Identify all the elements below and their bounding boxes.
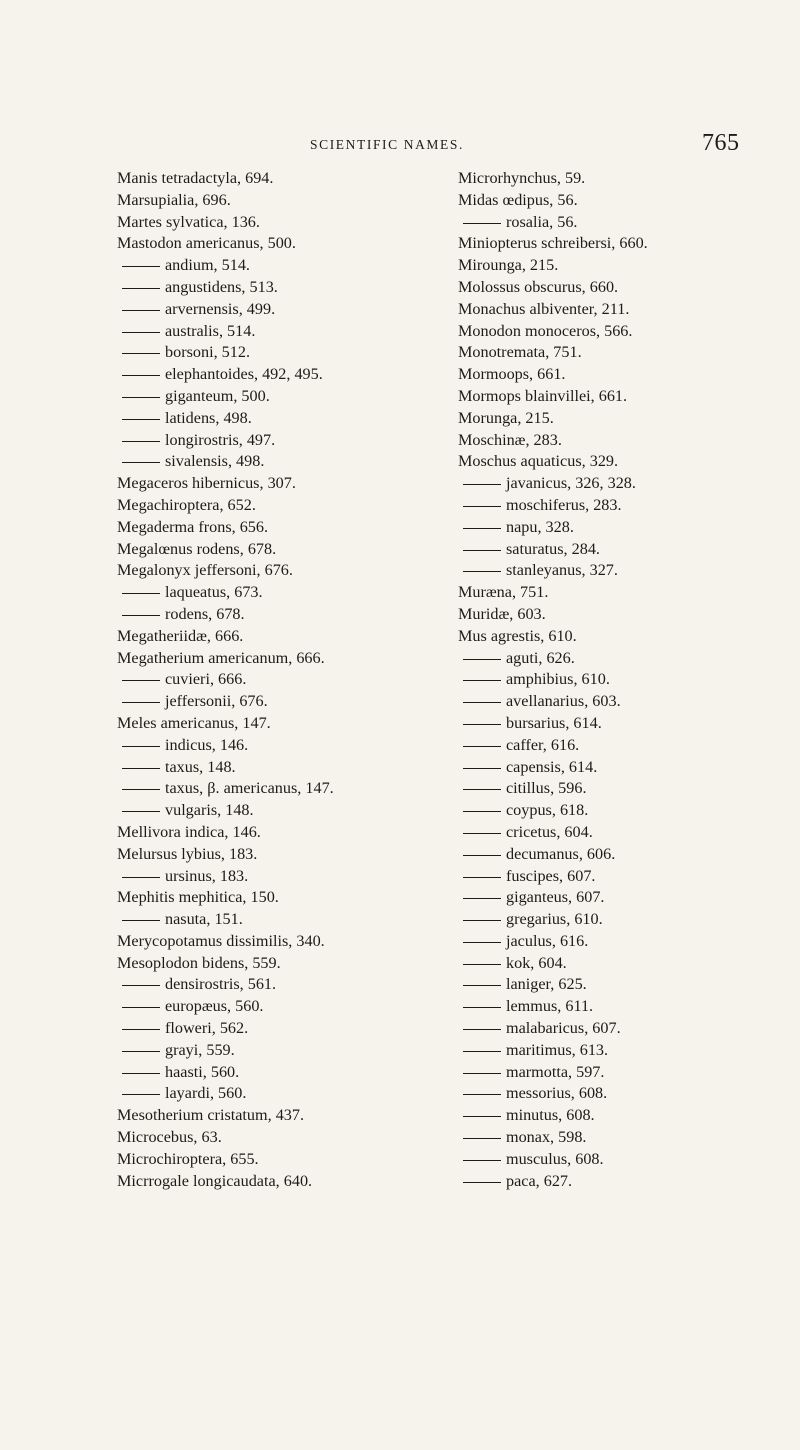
index-entry: Mellivora indica, 146. xyxy=(117,822,261,841)
index-subentry: rosalia, 56. xyxy=(458,212,758,234)
index-subentry: elephantoides, 492, 495. xyxy=(117,364,442,386)
index-entry: Martes sylvatica, 136. xyxy=(117,212,260,231)
index-subentry: jeffersonii, 676. xyxy=(117,691,442,713)
index-subentry: minutus, 608. xyxy=(458,1105,758,1127)
index-subentry: floweri, 562. xyxy=(117,1018,442,1040)
index-subentry: latidens, 498. xyxy=(117,408,442,430)
index-subentry: arvernensis, 499. xyxy=(117,299,442,321)
index-column-right xyxy=(458,168,758,1192)
index-subentry: javanicus, 326, 328. xyxy=(458,473,758,495)
index-subentry: nasuta, 151. xyxy=(117,909,442,931)
index-entry: Megalonyx jeffersoni, 676. xyxy=(117,561,293,580)
index-entry: Mirounga, 215. xyxy=(458,256,559,275)
index-entry: Megachiroptera, 652. xyxy=(117,495,256,514)
index-entry: Muridæ, 603. xyxy=(458,604,546,623)
index-entry: Moschus aquaticus, 329. xyxy=(458,452,619,471)
index-entry: Muræna, 751. xyxy=(458,583,549,602)
index-subentry: vulgaris, 148. xyxy=(117,800,442,822)
index-entry: Manis tetradactyla, 694. xyxy=(117,169,274,187)
index-subentry: aguti, 626. xyxy=(458,648,758,670)
index-entry: Monachus albiventer, 211. xyxy=(458,299,630,318)
index-subentry: moschiferus, 283. xyxy=(458,495,758,517)
index-subentry: haasti, 560. xyxy=(117,1062,442,1084)
index-subentry: musculus, 608. xyxy=(458,1149,758,1171)
index-subentry: gregarius, 610. xyxy=(458,909,758,931)
index-entry: Monotremata, 751. xyxy=(458,343,582,362)
index-subentry: andium, 514. xyxy=(117,255,442,277)
index-entry: Microrhynchus, 59. xyxy=(458,169,586,187)
index-subentry: maritimus, 613. xyxy=(458,1040,758,1062)
index-column-left xyxy=(117,168,442,1192)
index-subentry: monax, 598. xyxy=(458,1127,758,1149)
index-subentry: angustidens, 513. xyxy=(117,277,442,299)
index-entry: Micrrogale longicaudata, 640. xyxy=(117,1171,313,1190)
index-subentry: saturatus, 284. xyxy=(458,539,758,561)
index-subentry: laqueatus, 673. xyxy=(117,582,442,604)
index-subentry: cricetus, 604. xyxy=(458,822,758,844)
running-head: SCIENTIFIC NAMES. xyxy=(310,137,464,152)
index-entry: Megatherium americanum, 666. xyxy=(117,648,325,667)
index-subentry: sivalensis, 498. xyxy=(117,451,442,473)
index-entry: Mesoplodon bidens, 559. xyxy=(117,953,281,972)
index-subentry: coypus, 618. xyxy=(458,800,758,822)
index-entry: Morunga, 215. xyxy=(458,408,554,427)
index-subentry: indicus, 146. xyxy=(117,735,442,757)
index-entry: Mephitis mephitica, 150. xyxy=(117,888,279,907)
index-entry: Merycopotamus dissimilis, 340. xyxy=(117,931,325,950)
index-entry: Microchiroptera, 655. xyxy=(117,1149,259,1168)
index-subentry: giganteum, 500. xyxy=(117,386,442,408)
index-subentry: laniger, 625. xyxy=(458,974,758,996)
index-subentry: avellanarius, 603. xyxy=(458,691,758,713)
index-subentry: grayi, 559. xyxy=(117,1040,442,1062)
index-subentry: taxus, 148. xyxy=(117,757,442,779)
index-subentry: rodens, 678. xyxy=(117,604,442,626)
index-subentry: lemmus, 611. xyxy=(458,996,758,1018)
index-subentry: malabaricus, 607. xyxy=(458,1018,758,1040)
index-entry: Megatheriidæ, 666. xyxy=(117,626,244,645)
index-subentry: giganteus, 607. xyxy=(458,887,758,909)
index-subentry: australis, 514. xyxy=(117,321,442,343)
index-entry: Microcebus, 63. xyxy=(117,1128,222,1147)
index-entry: Mormops blainvillei, 661. xyxy=(458,386,628,405)
index-subentry: decumanus, 606. xyxy=(458,844,758,866)
index-entry: Marsupialia, 696. xyxy=(117,190,231,209)
index-subentry: fuscipes, 607. xyxy=(458,866,758,888)
index-subentry: napu, 328. xyxy=(458,517,758,539)
index-subentry: caffer, 616. xyxy=(458,735,758,757)
index-subentry: cuvieri, 666. xyxy=(117,669,442,691)
index-subentry: paca, 627. xyxy=(458,1171,758,1193)
index-subentry: layardi, 560. xyxy=(117,1083,442,1105)
index-subentry: amphibius, 610. xyxy=(458,669,758,691)
index-subentry: kok, 604. xyxy=(458,953,758,975)
index-subentry: densirostris, 561. xyxy=(117,974,442,996)
index-entry: Mormoops, 661. xyxy=(458,365,566,384)
index-subentry: citillus, 596. xyxy=(458,778,758,800)
index-subentry: messorius, 608. xyxy=(458,1083,758,1105)
index-subentry: longirostris, 497. xyxy=(117,430,442,452)
index-subentry: borsoni, 512. xyxy=(117,342,442,364)
index-entry: Mastodon americanus, 500. xyxy=(117,234,296,253)
index-subentry: capensis, 614. xyxy=(458,757,758,779)
index-subentry: marmotta, 597. xyxy=(458,1062,758,1084)
page-number: 765 xyxy=(702,130,740,156)
index-entry: Monodon monoceros, 566. xyxy=(458,321,633,340)
index-subentry: jaculus, 616. xyxy=(458,931,758,953)
index-entry: Mus agrestis, 610. xyxy=(458,626,577,645)
index-subentry: bursarius, 614. xyxy=(458,713,758,735)
index-entry: Megalœnus rodens, 678. xyxy=(117,539,277,558)
index-entry: Megaceros hibernicus, 307. xyxy=(117,474,296,493)
index-entry: Midas œdipus, 56. xyxy=(458,190,578,209)
index-entry: Melursus lybius, 183. xyxy=(117,844,258,863)
index-entry: Megaderma frons, 656. xyxy=(117,517,269,536)
index-subentry: stanleyanus, 327. xyxy=(458,560,758,582)
index-entry: Moschinæ, 283. xyxy=(458,430,562,449)
index-subentry: europæus, 560. xyxy=(117,996,442,1018)
index-entry: Meles americanus, 147. xyxy=(117,713,271,732)
index-subentry: ursinus, 183. xyxy=(117,866,442,888)
index-entry: Molossus obscurus, 660. xyxy=(458,277,619,296)
index-entry: Miniopterus schreibersi, 660. xyxy=(458,234,648,253)
index-subentry: taxus, β. americanus, 147. xyxy=(117,778,442,800)
index-entry: Mesotherium cristatum, 437. xyxy=(117,1106,305,1125)
